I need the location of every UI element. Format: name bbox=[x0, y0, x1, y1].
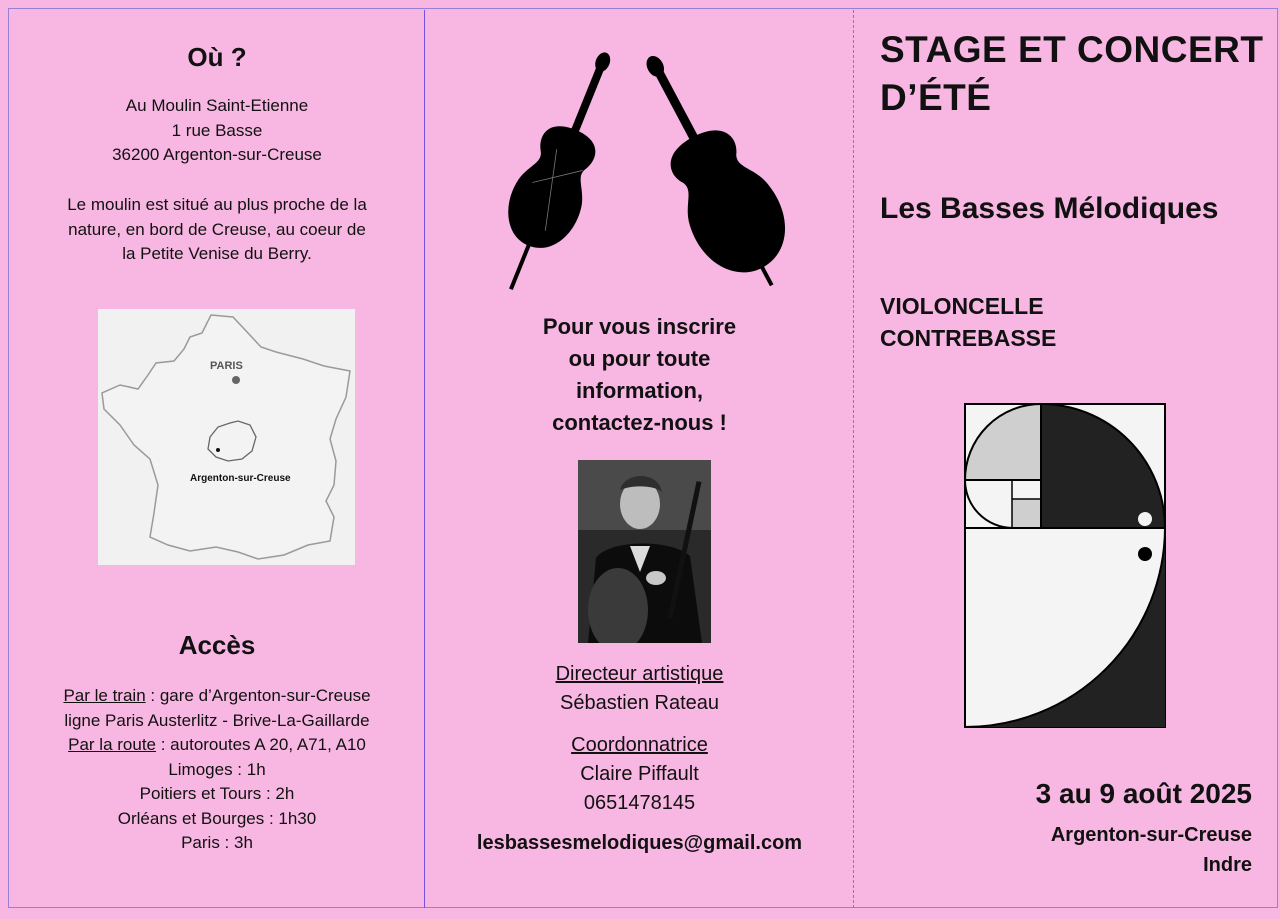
paris-marker bbox=[232, 376, 240, 384]
address-line: Au Moulin Saint-Etienne bbox=[125, 96, 309, 115]
instrument-list bbox=[880, 290, 1056, 354]
director-photo bbox=[578, 460, 711, 643]
description-line: Le moulin est situé au plus proche de la bbox=[67, 195, 367, 214]
event-department: Indre bbox=[1203, 854, 1252, 876]
director-name: Sébastien Rateau bbox=[559, 692, 719, 714]
coordinator-name: Claire Piffault bbox=[580, 763, 699, 785]
event-dates: 3 au 9 août 2025 bbox=[1035, 778, 1252, 809]
inscription-text bbox=[426, 311, 853, 439]
address-line: 36200 Argenton-sur-Creuse bbox=[112, 145, 322, 164]
travel-time: Paris : 3h bbox=[181, 833, 253, 852]
road-text: : autoroutes A 20, A71, A10 bbox=[156, 735, 366, 754]
map-label-paris: PARIS bbox=[210, 360, 243, 372]
travel-time: Poitiers et Tours : 2h bbox=[139, 784, 295, 803]
cellist-portrait-icon bbox=[578, 460, 711, 643]
train-label: Par le train bbox=[63, 686, 146, 705]
inscription-line: contactez-nous ! bbox=[552, 410, 727, 435]
travel-time: Orléans et Bourges : 1h30 bbox=[117, 808, 317, 828]
panel-contact bbox=[426, 10, 854, 908]
access-heading: Accès bbox=[178, 630, 256, 660]
ensemble-name: Les Basses Mélodiques bbox=[880, 192, 1219, 225]
train-route: ligne Paris Austerlitz - Brive-La-Gaillarde bbox=[64, 710, 370, 730]
inscription-line: information, bbox=[575, 378, 704, 403]
title-line: D’ÉTÉ bbox=[880, 77, 992, 118]
france-map bbox=[98, 309, 355, 565]
train-line bbox=[10, 684, 424, 709]
map-label-argenton: Argenton-sur-Creuse bbox=[190, 473, 291, 484]
event-town: Argenton-sur-Creuse bbox=[1050, 824, 1252, 846]
inscription-line: ou pour toute bbox=[568, 346, 711, 371]
panel-location bbox=[10, 10, 425, 908]
cello-and-double-bass-icon bbox=[481, 40, 821, 305]
phone-number: 0651478145 bbox=[583, 792, 696, 814]
address-block bbox=[10, 94, 424, 168]
staff-block bbox=[426, 660, 853, 818]
address-line: 1 rue Basse bbox=[171, 120, 263, 140]
location-description bbox=[10, 193, 424, 267]
instrument-item: VIOLONCELLE bbox=[880, 293, 1044, 319]
event-place bbox=[1051, 820, 1252, 880]
road-line bbox=[10, 733, 424, 758]
golden-spiral-icon bbox=[964, 403, 1166, 728]
director-title: Directeur artistique bbox=[555, 663, 724, 685]
inscription-line: Pour vous inscrire bbox=[542, 314, 737, 339]
train-text: : gare d’Argenton-sur-Creuse bbox=[145, 686, 371, 705]
email-address: lesbassesmelodiques@gmail.com bbox=[476, 832, 803, 854]
road-label: Par la route bbox=[68, 735, 157, 754]
description-line: nature, en bord de Creuse, au coeur de bbox=[68, 219, 366, 239]
where-heading: Où ? bbox=[187, 42, 247, 72]
france-outline-icon bbox=[98, 309, 355, 565]
title-line: STAGE ET CONCERT bbox=[880, 29, 1264, 70]
instrument-item: CONTREBASSE bbox=[880, 325, 1057, 351]
event-title bbox=[880, 26, 1264, 122]
coordinator-title: Coordonnatrice bbox=[571, 734, 708, 756]
travel-time: Limoges : 1h bbox=[168, 759, 266, 779]
access-block bbox=[10, 684, 424, 856]
panel-cover bbox=[855, 10, 1280, 908]
description-line: la Petite Venise du Berry. bbox=[122, 244, 312, 263]
argenton-marker bbox=[216, 448, 220, 452]
